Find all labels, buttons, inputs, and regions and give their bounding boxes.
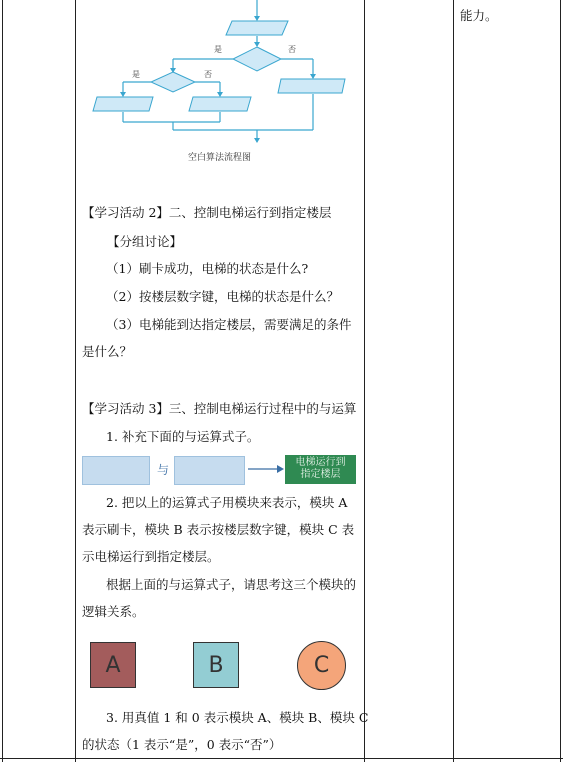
and-operator-label: 与: [157, 463, 170, 477]
activity3-heading: 【学习活动 3】三、控制电梯运行过程中的与运算: [82, 401, 357, 416]
activity2-heading: 【学习活动 2】二、控制电梯运行到指定楼层: [82, 205, 332, 220]
activity3-step-3-line-2: 的状态（1 表示“是”，0 表示“否”）: [82, 737, 282, 752]
activity2-question-2: （2）按楼层数字键，电梯的状态是什么？: [106, 289, 339, 304]
and-input-box-1: [82, 456, 150, 485]
activity3-step-2-line-1: 2. 把以上的运算式子用模块来表示，模块 A: [106, 495, 348, 510]
flow-yes-1: 是: [214, 45, 222, 54]
activity2-question-3: （3）电梯能到达指定楼层，需要满足的条件: [106, 317, 352, 332]
flow-decision-2: [151, 72, 195, 92]
flow-yes-2: 是: [132, 70, 140, 79]
table-border-bottom: [0, 758, 563, 759]
flow-no-2: 否: [204, 70, 212, 79]
table-border-right: [560, 0, 561, 762]
activity3-step-3-line-1: 3. 用真值 1 和 0 表示模块 A、模块 B、模块 C: [106, 710, 369, 725]
activity3-step-2b-line-2: 逻辑关系。: [82, 604, 145, 619]
activity3-step-2b-line-1: 根据上面的与运算式子，请思考这三个模块的: [106, 577, 357, 592]
flow-no-1: 否: [288, 45, 296, 54]
flow-process-right: [278, 79, 345, 93]
activity2-question-3-cont: 是什么？: [82, 344, 133, 359]
activity2-group-discussion: 【分组讨论】: [107, 234, 183, 249]
activity3-step-1: 1. 补充下面的与运算式子。: [106, 429, 260, 444]
flow-process-middle: [189, 97, 251, 111]
flow-process-top: [226, 21, 288, 35]
flowchart-caption: 空白算法流程图: [188, 153, 252, 163]
result-line-1: 电梯运行到: [295, 457, 346, 468]
module-a: A: [90, 642, 136, 688]
module-c: C: [297, 641, 346, 690]
module-b: B: [193, 642, 239, 688]
flow-decision-1: [233, 47, 281, 71]
flowchart: [85, 0, 365, 150]
activity2-question-1: （1）刷卡成功，电梯的状态是什么?: [106, 261, 309, 276]
table-border-left: [2, 0, 3, 762]
flow-process-left: [93, 97, 153, 111]
table-border-col1: [75, 0, 76, 762]
arrow-icon: [247, 463, 285, 475]
activity3-step-2-line-3: 示电梯运行到指定楼层。: [82, 549, 220, 564]
and-input-box-2: [174, 456, 245, 485]
result-line-2: 指定楼层: [300, 469, 341, 480]
table-border-col3: [453, 0, 454, 762]
result-box: [285, 455, 356, 484]
right-cell-text: 能力。: [460, 8, 498, 23]
activity3-step-2-line-2: 表示刷卡，模块 B 表示按楼层数字键，模块 C 表: [82, 522, 355, 537]
